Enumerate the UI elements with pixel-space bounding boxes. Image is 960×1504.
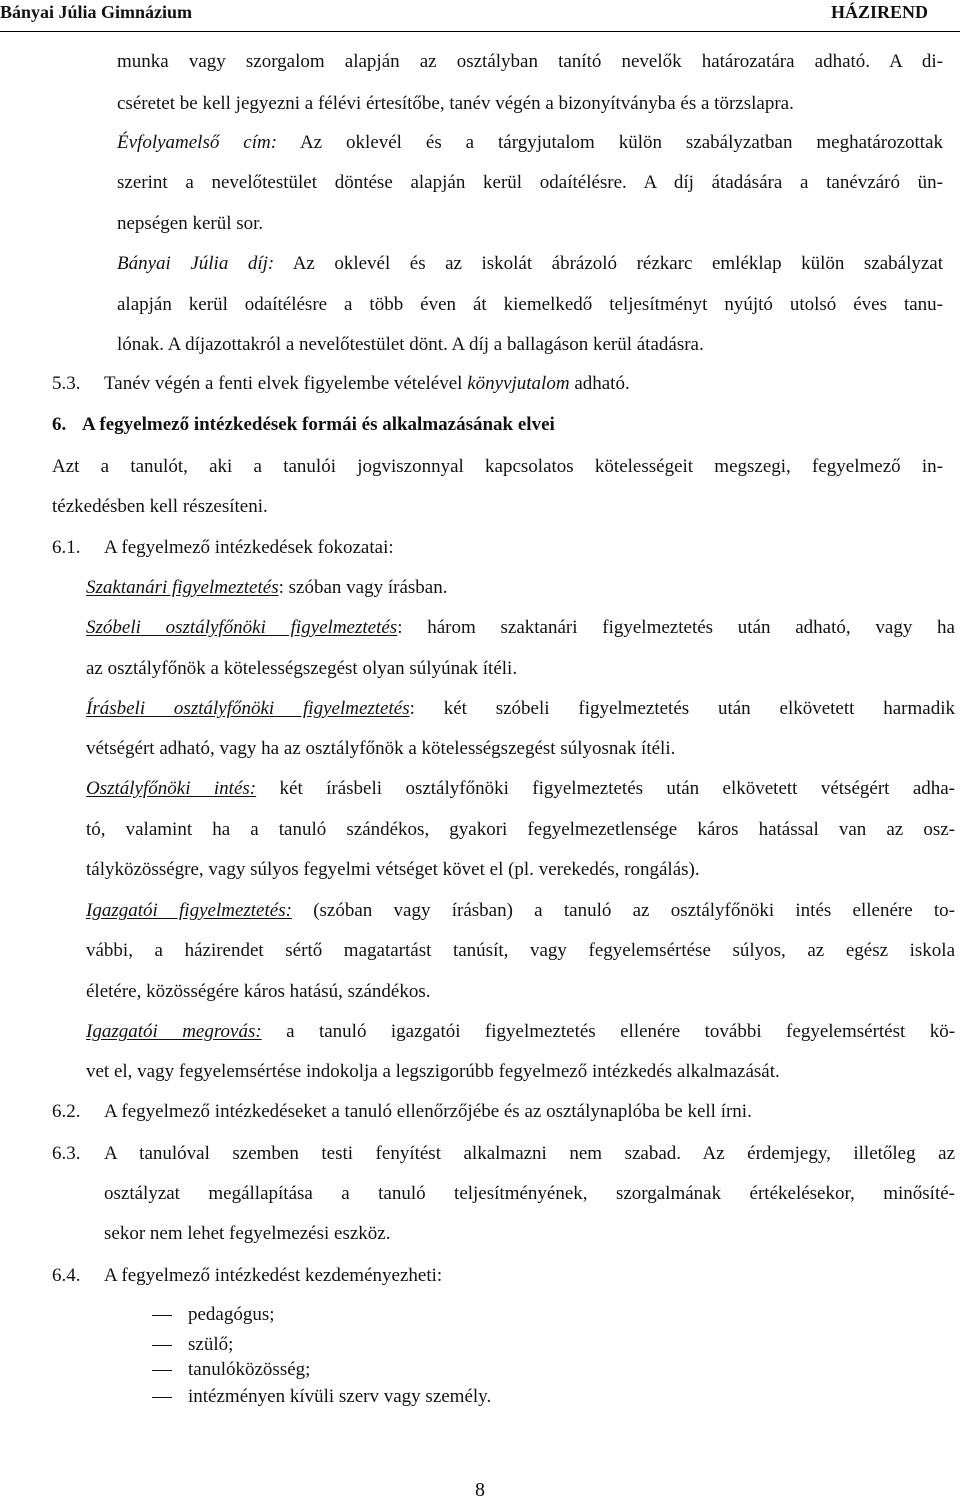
text-line: Évfolyamelső cím: Az oklevél és a tárgyjutalom külön szabályzatban meghatározottak: [117, 132, 943, 153]
text-line: Igazgatói figyelmeztetés: (szóban vagy írásban) a tanuló az osztályfőnöki intés ellenére to-: [86, 900, 956, 921]
section-heading: A fegyelmező intézkedések formái és alkalmazásának elvei: [82, 414, 555, 435]
sanction-title: Osztályfőnöki intés:: [86, 778, 257, 799]
text-line: az osztályfőnök a kötelességszegést olyan súlyúnak ítéli.: [86, 658, 518, 679]
text-line: vet el, vagy fegyelemsértése indokolja a legszigorúbb fegyelmező intézkedés alkalmazását.: [86, 1061, 780, 1082]
sanction-title: Szóbeli osztályfőnöki figyelmeztetés: [86, 617, 398, 638]
text-line: munka vagy szorgalom alapján az osztályban tanító nevelők határozatára adható. A di-: [117, 51, 943, 72]
text-line: Tanév végén a fenti elvek figyelembe vételével könyvjutalom adható.: [104, 373, 630, 394]
list-dash: [152, 1397, 172, 1398]
text-line: Szóbeli osztályfőnöki figyelmeztetés: három szaktanári figyelmeztetés után adható, vagy ha: [86, 617, 955, 638]
award-title: Évfolyamelső cím:: [117, 132, 278, 153]
text-line: A fegyelmező intézkedések fokozatai:: [104, 537, 394, 558]
section-number: 5.3.: [52, 373, 81, 394]
sanction-title: Írásbeli osztályfőnöki figyelmeztetés: [86, 698, 410, 719]
text-line: tézkedésben kell részesíteni.: [52, 496, 268, 517]
list-item: szülő;: [188, 1334, 234, 1355]
text-line: alapján kerül odaítélésre a több éven át kiemelkedő teljesítményt nyújtó utolsó éves tanu-: [117, 294, 943, 315]
section-number: 6.2.: [52, 1101, 81, 1122]
text-line: osztályzat megállapítása a tanuló teljesítményének, szorgalmának értékelésekor, minősíté-: [104, 1183, 955, 1204]
page-header: [0, 0, 960, 32]
text-line: vábbi, a házirendet sértő magatartást tanúsít, vagy fegyelemsértése súlyos, az egész iskola: [86, 940, 955, 961]
page-number: 8: [475, 1479, 485, 1501]
text-line: Igazgatói megrovás: a tanuló igazgatói figyelmeztetés ellenére további fegyelemsértést kö-: [86, 1021, 956, 1042]
school-name: Bányai Júlia Gimnázium: [0, 2, 193, 22]
section-number: 6.: [52, 414, 67, 435]
list-item: tanulóközösség;: [188, 1359, 311, 1380]
text-line: Szaktanári figyelmeztetés: szóban vagy írásban.: [86, 577, 448, 598]
text-line: Azt a tanulót, aki a tanulói jogviszonnyal kapcsolatos kötelességeit megszegi, fegyelmező in-: [52, 456, 943, 477]
text-line: Írásbeli osztályfőnöki figyelmeztetés: két szóbeli figyelmeztetés után elkövetett harmadik: [86, 698, 955, 719]
list-item: intézményen kívüli szerv vagy személy.: [188, 1386, 492, 1407]
text-line: A tanulóval szemben testi fenyítést alkalmazni nem szabad. Az érdemjegy, illetőleg az: [104, 1143, 955, 1164]
text-line: tó, valamint ha a tanuló szándékos, gyakori fegyelmezetlensége káros hatással van az osz-: [86, 819, 955, 840]
sanction-title: Szaktanári figyelmeztetés: [86, 577, 279, 598]
text-line: cséretet be kell jegyezni a félévi értesítőbe, tanév végén a bizonyítványba és a törzslapra.: [117, 93, 794, 114]
text-line: sekor nem lehet fegyelmezési eszköz.: [104, 1223, 391, 1244]
list-dash: [152, 1370, 172, 1371]
list-item: pedagógus;: [188, 1304, 275, 1325]
sanction-title: Igazgatói figyelmeztetés:: [86, 900, 292, 921]
text-line: szerint a nevelőtestület döntése alapján kerül odaítélésre. A díj átadására a tanévzáró ün-: [117, 172, 943, 193]
text-line: A fegyelmező intézkedéseket a tanuló ellenőrzőjébe és az osztálynaplóba be kell írni.: [104, 1101, 752, 1122]
text-line: tályközösségre, vagy súlyos fegyelmi vétséget követ el (pl. verekedés, rongálás).: [86, 859, 700, 880]
list-dash: [152, 1345, 172, 1346]
section-number: 6.1.: [52, 537, 81, 558]
sanction-title: Igazgatói megrovás:: [86, 1021, 262, 1042]
section-number: 6.3.: [52, 1143, 81, 1164]
text-line: nepségen kerül sor.: [117, 213, 264, 234]
text-line: vétségért adható, vagy ha az osztályfőnök a kötelességszegést súlyosnak ítéli.: [86, 738, 676, 759]
section-number: 6.4.: [52, 1265, 81, 1286]
text-line: lónak. A díjazottakról a nevelőtestület dönt. A díj a ballagáson kerül átadásra.: [117, 334, 704, 355]
text-line: Osztályfőnöki intés: két írásbeli osztályfőnöki figyelmeztetés után elkövetett vétségért adha-: [86, 778, 956, 799]
award-title: Bányai Júlia díj:: [117, 253, 275, 274]
document-title: HÁZIREND: [830, 2, 928, 22]
text-line: A fegyelmező intézkedést kezdeményezheti:: [104, 1265, 443, 1286]
text-line: életére, közösségére káros hatású, szándékos.: [86, 981, 431, 1002]
list-dash: [152, 1315, 172, 1316]
text-line: Bányai Júlia díj: Az oklevél és az iskolát ábrázoló rézkarc emléklap külön szabályzat: [117, 253, 944, 274]
